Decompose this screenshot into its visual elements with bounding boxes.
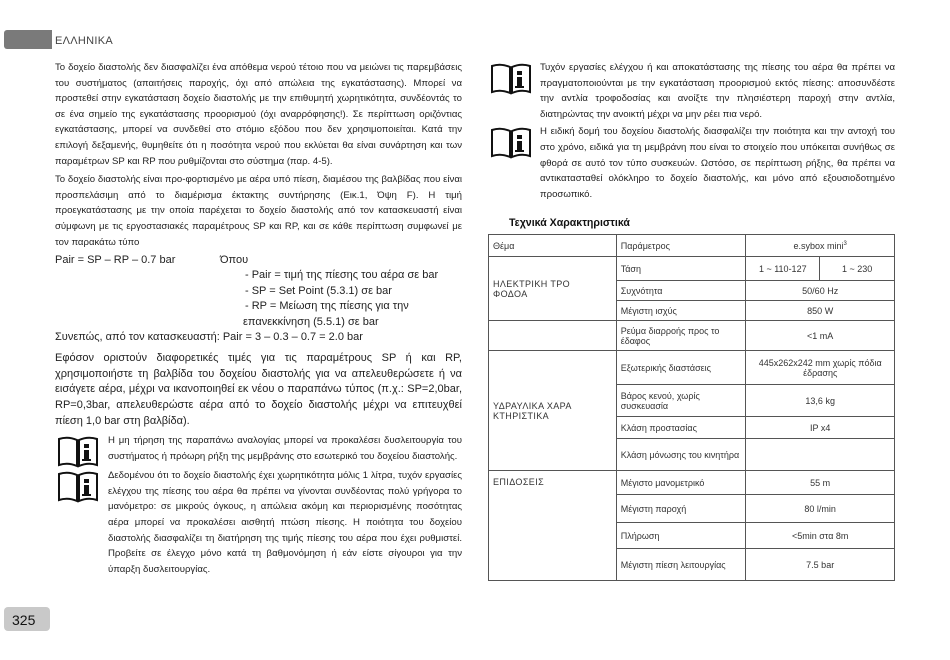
paragraph-adjust-valve: Εφόσον οριστούν διαφορετικές τιμές για τις παραμέτρους SP ή και RP, χρησιμοποιήστε τη βαλβίδα του δοχείου διαστολής για να απελευθερώσετε ή να εισάγετε αέρα, μέχρι να ικανοποιηθεί εκ νέου ο παραπάνω τύπος (π.χ.: SP=2,0bar, RP=0,3bar, απελευθερώστε αέρα από το δοχείο διαστολής μέχρι να επιτευχθεί πίεση 1,0 bar στη βαλβίδα).	[55, 352, 462, 427]
note-membrane	[488, 124, 895, 202]
param-leakage: Ρεύμα διαρροής προς το έδαφος	[616, 321, 746, 351]
spec-table	[488, 234, 895, 581]
paragraph-expansion-vessel: Το δοχείο διαστολής δεν διασφαλίζει ένα απόθεμα νερού τέτοιο που να μειώνει τις παρεμβάσεις του συστήματος (απαιτήσεις παροχής, όχι από απώλεια της εγκατάστασης). Μπορεί να προστεθεί στην εγκατάσταση δοχείο διαστολής με την επιθυμητή χωρητικότητα, συνδέοντάς το σε ένα σημείο της εγκατάστασης προορισμού (όχι αναρρόφησης!). Σε περίπτωση οριζόντιας εγκατάστασης, μπορεί να συνδεθεί στο στόμιο εξόδου που δεν χρησιμοποιείται. Κατά την επιλογή δεξαμενής, θυμηθείτε ότι η ποσότητα νερού που εκλύεται θα είναι συνάρτηση και των παραμέτρων SP και RP που ρυθμίζονται στο σύστημα (παρ. 4-5).	[55, 62, 462, 167]
param-frequency: Συχνότητα	[616, 281, 746, 301]
value-flow: 80 l/min	[746, 495, 895, 523]
note-membrane-text: Η ειδική δομή του δοχείου διαστολής διασφαλίζει την ποιότητα και την αντοχή του στο χρόνο, ειδικά για τη μεμβράνη που είναι το στοιχείο που υπόκειται συνήθως σε φθορά σε αυτό τον τύπο συσκευών. Ωστόσο, σε περίπτωση ρήξης, θα πρέπει να αντικατασταθεί ολόκληρο το δοχείο διαστολής, και μόνο από εξουσιοδοτημένο προσωπικό.	[540, 126, 895, 200]
value-voltage-2: 1 ~ 230	[820, 257, 895, 281]
note-capacity-text: Δεδομένου ότι το δοχείο διαστολής έχει χωρητικότητα μόλις 1 λίτρα, τυχόν εργασίες ελέγχου της πίεσης του αέρα θα πρέπει να γίνονται συνδέοντας πολύ γρήγορα το μανόμετρο: σε μικρούς όγκους, η απώλεια ακόμη και περιορισμένης ποσότητας αέρα μπορεί να προκαλέσει αισθητή πτώση πίεσης. Η ποιότητα του δοχείου διαστολής διασφαλίζει τη διατήρηση της τιμής πίεσης του αέρα που έχει ρυθμιστεί. Προβείτε σε έλεγχο μόνο κατά τη βαθμονόμηση ή εάν είστε σίγουροι για την ύπαρξη δυσλειτουργίας.	[108, 470, 462, 575]
formula-where: Όπου	[220, 254, 249, 267]
note-capacity	[55, 468, 462, 577]
value-leakage: <1 mA	[746, 321, 895, 351]
info-manual-icon	[57, 470, 99, 504]
info-manual-icon	[490, 126, 532, 160]
value-max-pressure: 7.5 bar	[746, 549, 895, 581]
param-flow: Μέγιστη παροχή	[616, 495, 746, 523]
param-max-power: Μέγιστη ισχύς	[616, 301, 746, 321]
language-label: ΕΛΛΗΝΙΚΑ	[55, 35, 114, 47]
page-number: 325	[12, 612, 36, 628]
left-column	[55, 60, 462, 577]
value-frequency: 50/60 Hz	[746, 281, 895, 301]
formula-row	[55, 253, 462, 268]
info-manual-icon	[490, 62, 532, 96]
value-dimensions: 445x262x242 mm χωρίς πόδια έδρασης	[746, 351, 895, 385]
value-protection: IP x4	[746, 417, 895, 439]
header-topic: Θέμα	[489, 235, 617, 257]
technical-specs-title: Τεχνικά Χαρακτηριστικά	[509, 217, 630, 229]
param-dimensions: Εξωτερικής διαστάσεις	[616, 351, 746, 385]
value-head: 55 m	[746, 471, 895, 495]
param-protection: Κλάση προστασίας	[616, 417, 746, 439]
value-max-power: 850 W	[746, 301, 895, 321]
section-empty	[489, 321, 617, 351]
table-row	[489, 235, 895, 257]
factory-value: Συνεπώς, από τον κατασκευαστή: Pair = 3 – 0.3 – 0.7 = 2.0 bar	[55, 331, 363, 344]
table-row	[489, 471, 895, 495]
param-weight: Βάρος κενού, χωρίς συσκευασία	[616, 385, 746, 417]
value-priming: <5min στα 8m	[746, 523, 895, 549]
table-row	[489, 351, 895, 385]
definition-rp-cont: επανεκκίνηση (5.5.1) σε bar	[243, 315, 379, 328]
section-hydraulic: ΥΔΡΑΥΛΙΚΑ ΧΑΡΑ ΚΤΗΡΙΣΤΙΚΑ	[489, 351, 617, 471]
note-ratio	[55, 433, 462, 464]
param-priming: Πλήρωση	[616, 523, 746, 549]
value-weight: 13,6 kg	[746, 385, 895, 417]
header-parameter: Παράμετρος	[616, 235, 746, 257]
definition-pair: - Pair = τιμή της πίεσης του αέρα σε bar	[245, 269, 439, 282]
table-row	[489, 257, 895, 281]
right-column	[488, 60, 895, 204]
param-voltage: Τάση	[616, 257, 746, 281]
header-model: e.sybox mini$^3$	[746, 235, 895, 257]
section-power: ΗΛΕΚΤΡΙΚΗ ΤΡΟ ΦΟΔΟΑ	[489, 257, 617, 321]
paragraph-precharge: Το δοχείο διαστολής είναι προ-φορτισμένο με αέρα υπό πίεση, διαμέσου της βαλβίδας που είναι προσπελάσιμη από το διαμέρισμα έκτακτης συντήρησης (Εικ.1, Όψη F). Η τιμή προεγκατάστασης με την οποία παρέχεται το δοχείο διαστολής από τον κατασκευαστή είναι σύμφωνη με τις εργοστασιακές παραμέτρους SP και RP, και σε κάθε περίπτωση συμφωνεί με τον παρακάτω τύπο	[55, 174, 462, 248]
param-max-pressure: Μέγιστη πίεση λειτουργίας	[616, 549, 746, 581]
param-head: Μέγιστο μανομετρικό	[616, 471, 746, 495]
note-pressure-check-text: Τυχόν εργασίες ελέγχου ή και αποκατάστασης της πίεσης του αέρα θα πρέπει να πραγματοποιούνται με την εγκατάσταση προορισμού εκτός πίεσης: αποσυνδέστε την αντλία τροφοδοσίας και ανοίξτε την πλησιέστερη παροχή στην αντλία, διατηρώντας την ανοικτή μέχρι να μην ρέει πια νερό.	[540, 62, 895, 120]
info-manual-icon	[57, 435, 99, 469]
value-voltage-1: 1 ~ 110-127	[746, 257, 820, 281]
language-tab	[4, 30, 52, 49]
note-ratio-text: Η μη τήρηση της παραπάνω αναλογίας μπορεί να προκαλέσει δυσλειτουργία του συστήματος ή πρόωρη ρήξη της μεμβράνης στο εσωτερικό του δοχείου διαστολής.	[108, 435, 462, 462]
param-insulation: Κλάση μόνωσης του κινητήρα	[616, 439, 746, 471]
section-performance: ΕΠΙΔΟΣΕΙΣ	[489, 471, 617, 581]
definition-rp: - RP = Μείωση της πίεσης για την	[245, 300, 409, 313]
table-row	[489, 321, 895, 351]
definition-sp: - SP = Set Point (5.3.1) σε bar	[245, 284, 392, 297]
note-pressure-check	[488, 60, 895, 122]
formula: Pair = SP – RP – 0.7 bar	[55, 254, 176, 267]
value-insulation	[746, 439, 895, 471]
